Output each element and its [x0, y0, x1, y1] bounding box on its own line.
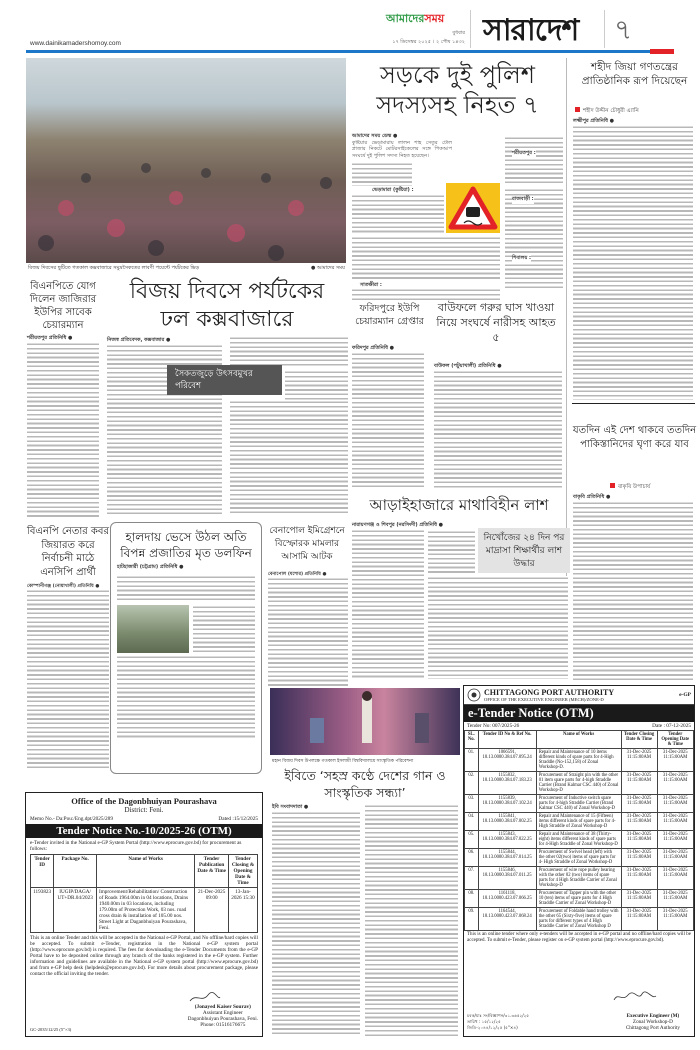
body-text-lines: [505, 136, 563, 186]
header-red-accent: [650, 49, 674, 54]
table-cell: 06.: [465, 849, 479, 867]
speaker-line: [575, 107, 639, 116]
signer-name: (Jonayed Kaiser Sourav): [194, 1004, 251, 1010]
tender-table: [464, 730, 694, 931]
table-cell: Procurement of Foldable hand trolley with the other 65 (Sixty-five) items of spare parts for different types of 4 High Straddle Carrier of Zonal Workshop D: [536, 908, 621, 931]
column-header: Tender ID No & Ref No.: [478, 731, 536, 749]
table-cell: 31-Dec-2025 11:15:00AM: [621, 749, 657, 772]
body-text-lines: [268, 577, 348, 687]
byline: ফরিদপুর প্রতিনিধি ●: [352, 345, 395, 351]
table-row: [465, 849, 694, 867]
table-cell: Procurement of wire rope pulley bearing with the other 02 (two) items of spare parts for 4 High Straddle Carrier of Zonal Workshop-D: [536, 867, 621, 890]
table-cell: 31-Dec-2025 11:15:00AM: [621, 795, 657, 813]
table-row: [465, 749, 694, 772]
araihazar-boxed-headline: নিখোঁজের ২৪ দিন পর মাদ্রাসা শিক্ষার্থীর লাশ উদ্ধার: [478, 528, 570, 573]
tender-title-bar: Tender Notice No.-10/2025-26 (OTM): [26, 824, 262, 838]
tender-no-row: [464, 722, 694, 730]
section-title: সারাদেশ: [483, 13, 579, 48]
tender-number: Tender No: 007/2025-26: [467, 723, 520, 729]
signer-title: Executive Engineer (M): [626, 1013, 680, 1019]
table-cell: Improvement/Rehabilitation/ Construction of Roads 1964.00m in 04 locations, Drains 1940.00m in 03 locations, including 179.00m of Protection Work, 03 nos. road cross drain & installation of 105.00 nos. Street Light at Daganbhuiyan Pourashava, Feni.: [96, 888, 194, 933]
pullquote-box: সৈকতজুড়ে উৎসবমুখর পরিবেশ: [167, 365, 282, 395]
tender-footer: This is an online Tender and this will be accepted in the National e-GP Portal, and No offline/hard copies will be accepted. To submit e-Tender, registration in the National e-GP system portal (http://www.eprocure.gov.bd) is required. The fees for downloading the e-Tender Documents from the e-GP Portal have to be deposited online through any branch of the banks registered in the e-GP system. Further information and guidelines are available in the National e-GP system portal (http://www.eprocure.gov.bd) and from e-GP help desk (helpdesk@eprocure.gov.bd). For more details about procurement package, please contact the official inviting the tender.: [30, 935, 258, 977]
body-text-lines: [352, 352, 424, 487]
headline-bauphal: বাউফলে গরুর ঘাস খাওয়া নিয়ে সংঘর্ষে নারীসহ আহত ৫: [436, 301, 556, 344]
logo-part-1: আমাদের: [386, 12, 425, 25]
column-header: Tender Opening Date & Time: [657, 731, 693, 749]
memo-number: Memo No.- Da:Pou:/Eng.dpt/2025/289: [30, 816, 113, 822]
headline-line: সদস্যসহ নিহত ৭: [376, 91, 539, 119]
table-cell: 02.: [465, 772, 479, 795]
table-cell: Procurement of Straight pin with the other 01 item spare parts for 4-high Straddle Carrier (Brand Kalmar CSC 440) of Zonal Workshop-D: [536, 772, 621, 795]
body-text-lines: [27, 342, 99, 517]
tender-date: Date : 07-12-2025: [652, 723, 691, 729]
headline-bnp-join: বিএনপিতে যোগ দিলেন জাজিরার ইউপির সাবেক চেয়ারম্যান: [29, 281, 97, 331]
tender-notice-ctg-port: [463, 685, 695, 1037]
signer-org: Chittagong Port Authority: [625, 1025, 680, 1031]
body-text-lines: [117, 655, 255, 739]
headline-police: [350, 60, 565, 120]
table-cell: 31-Dec-2025 11:15:00AM: [621, 890, 657, 908]
body-text-lines: [230, 400, 348, 515]
logo-part-2: সময়: [424, 12, 445, 25]
table-cell: 31-Dec-2025 11:15:00AM: [621, 867, 657, 890]
body-text-lines: [428, 530, 475, 574]
column-header: Tender Publication Date & Time: [195, 855, 229, 888]
tender-notice-feni: [25, 792, 263, 1037]
subhead: রাজবাড়ী :: [512, 196, 534, 202]
table-cell: 1164544, 18.13.0000.423.07.068.24: [478, 908, 536, 931]
byline: বাকৃবি প্রতিনিধি ●: [573, 494, 611, 500]
tender-title-bar: e-Tender Notice (OTM): [464, 705, 694, 722]
signer-title: Assistant Engineer: [202, 1010, 243, 1016]
page-number: ৭: [614, 13, 633, 46]
signer-phone: Phone: 01516176675: [200, 1022, 246, 1028]
body-text-lines: [573, 125, 693, 400]
byline: হাটহাজারী (চট্টগ্রাম) প্রতিনিধি ●: [117, 564, 184, 570]
story-intro: কুষ্টিয়ার ভেড়ামারায় লালন শাহ সেতুর টোল প্লাজার নিকটে মোটরসাইকেলের সঙ্গে পিকআপ সংঘর্ষে দুই পুলিশ সদস্য নিহত হয়েছেন।: [352, 140, 452, 159]
headline-dolphin: হালদায় ভেসে উঠল অতি বিপন্ন প্রজাতির মৃত ডলফিন: [120, 530, 252, 560]
table-cell: Procurement of Tapper pin with the other 10 (ten) items of spare parts for 4 High Straddle Carrier of Zonal Workshop-D: [536, 890, 621, 908]
column-header: SL. No.: [465, 731, 479, 749]
table-cell: 1155832, 18.13.0000.384.07.183.23: [478, 772, 536, 795]
memo-number: চবক/যাঃ সং/বিজ্ঞাপন/৩১.৩৬৫২/২৫: [467, 1013, 530, 1018]
website-url[interactable]: www.dainikamadershomoy.com: [30, 40, 121, 47]
table-cell: 1155841, 18.13.0000.384.07.002.25: [478, 813, 536, 831]
speaker-line: [610, 483, 650, 492]
table-cell: 31-Dec-2025 11:15:00AM: [657, 831, 693, 849]
gc-code: জিডি-২০৪৪/১২/২৫ (৫"×৪): [467, 1025, 518, 1030]
headline-coxsbazar: [104, 278, 350, 334]
table-cell: 13-Jan-2026 15:30: [228, 888, 257, 933]
body-text-lines: [365, 804, 458, 1036]
table-cell: 31-Dec-2025 11:15:00AM: [621, 908, 657, 931]
byline: আমাদের সময় ডেস্ক ●: [352, 133, 398, 139]
signer-office: Dagonbhuiyan Pourashava, Feni.: [187, 1016, 258, 1022]
port-authority-emblem-icon: [467, 688, 481, 702]
subhead: সাতক্ষীরা :: [360, 282, 382, 288]
signer-block: [626, 1013, 680, 1031]
table-cell: 31-Dec-2025 11:15:00AM: [657, 890, 693, 908]
office-name: Office of the Dagonbhuiyan Pourashava: [71, 796, 217, 806]
body-text-lines: [352, 529, 424, 679]
body-text-lines: [27, 589, 109, 769]
table-row: [465, 908, 694, 931]
lead-photo-caption: বিজয় দিবসের ছুটিতে গতকাল কক্সবাজারে সমুদ্রসৈকতের লাবণী পয়েন্টে পর্যটকের ভিড়: [28, 265, 200, 271]
memo-row: [30, 816, 258, 822]
column-header: Name of Works: [536, 731, 621, 749]
subhead: শিবালয় :: [512, 255, 532, 261]
issue-day: বুধবার: [452, 30, 465, 36]
crowd-beach-image: [26, 58, 346, 263]
column-header: Package No.: [54, 855, 97, 888]
byline: কোম্পানীগঞ্জ (নোয়াখালী) প্রতিনিধি ●: [27, 584, 100, 589]
body-text-lines: [285, 370, 348, 400]
office-name: OFFICE OF THE EXECUTIVE ENGINEER (MECH)/ZONE-D: [484, 697, 604, 702]
speaker-name: শহীদ উদ্দীন চৌধুরী এ্যানি: [583, 108, 639, 114]
body-text-lines: [272, 811, 360, 1036]
header-rule: [26, 50, 650, 53]
tender-table: [30, 854, 258, 933]
authority-header: [464, 686, 694, 705]
table-cell: 01.: [465, 749, 479, 772]
table-cell: 31-Dec-2025 11:15:00AM: [657, 908, 693, 931]
table-cell: 31-Dec-2025 11:15:00AM: [657, 795, 693, 813]
body-text-lines: [117, 575, 255, 603]
table-cell: Repair and Maintenance of 38 (Thirty-eight) items different kinds of spare parts for 4-High Straddle of Zonal Workshop-D: [536, 831, 621, 849]
story-dolphin: [110, 522, 262, 774]
tender-footer: This is an online tender where only e-tenders will be accepted in e-GP portal and no offline/hard copies will be accepted. To submit e-Tender, please register on e-GP system portal (http://www.eprocure.gov.bd).: [467, 932, 691, 943]
table-row: [465, 867, 694, 890]
table-cell: 31-Dec-2025 11:15:00AM: [657, 849, 693, 867]
table-cell: 31-Dec-2025 11:15:00AM: [657, 772, 693, 795]
headline-benapole: বেনাপোল ইমিগ্রেশনে বিস্ফোরক মামলার আসামি আটক: [269, 526, 345, 562]
divider: [604, 10, 605, 48]
byline: লক্ষ্মীপুর প্রতিনিধি ●: [573, 118, 615, 124]
table-cell: IUGIP/DAGA/ UT+DR.04/2023: [54, 888, 97, 933]
table-cell: Repair and Maintenance of 15 (Fifteen) items different kinds of spare parts for 4- High Straddle of Zonal Workshop-D: [536, 813, 621, 831]
memo-date: তারিখ : ১৫/১২/২৫: [467, 1019, 501, 1024]
table-row: [465, 795, 694, 813]
column-header: Tender ID: [31, 855, 54, 888]
table-cell: 1066591, 18.13.0000.384.07.095.24: [478, 749, 536, 772]
section-rule: [572, 403, 695, 404]
gc-code: GC-2035/12/25 (5"×3): [30, 1027, 72, 1032]
egp-badge: e-GP: [679, 692, 691, 698]
byline: ইবি সংবাদদাতা ●: [272, 804, 309, 810]
red-square-bullet-icon: [575, 107, 580, 112]
column-header: Tender Closing & Opening Date & Time: [228, 855, 257, 888]
table-cell: 31-Dec-2025 11:15:00AM: [657, 749, 693, 772]
headline-faridpur: ফরিদপুরে ইউপি চেয়ারম্যান গ্রেপ্তার: [355, 303, 424, 327]
lead-photo: [26, 58, 346, 263]
headline-ibt: ইবিতে ‘সহস্র কণ্ঠে দেশের গান ও সাংস্কৃতিক সন্ধ্যা’: [284, 768, 446, 800]
headline-line: সড়কে দুই পুলিশ: [379, 61, 535, 89]
issue-date: ১৭ ডিসেম্বর ২০২৫ । ২ পৌষ ১৪৩২: [392, 39, 465, 45]
red-square-bullet-icon: [610, 483, 615, 488]
table-cell: 07.: [465, 867, 479, 890]
tender-intro: e-Tender invited in the National e-GP System Portal (http://www.eprocure.gov.bd) for procurement as follows:: [30, 840, 242, 852]
signer-office: Zonal Workshop-D: [632, 1019, 673, 1025]
table-cell: 09.: [465, 908, 479, 931]
memo-date: Dated :15/12/2025: [218, 816, 258, 822]
table-cell: 1193823: [31, 888, 54, 933]
body-text-lines: [230, 336, 348, 368]
byline: নারায়ণগঞ্জ ও শিবপুর (নরসিংদী) প্রতিনিধি ●: [352, 522, 444, 528]
table-cell: 31-Dec-2025 11:15:00AM: [621, 849, 657, 867]
dolphin-photo: [117, 605, 189, 653]
table-cell: Procurement of Swivel head (left) with the other 02(two) items of spare parts for 4- High Straddle of Zonal Workshop-D: [536, 849, 621, 867]
headline-line: বিজয় দিবসে পর্যটকের: [129, 279, 325, 304]
table-cell: 05.: [465, 831, 479, 849]
table-row: [465, 813, 694, 831]
headline-line: ঢল কক্সবাজারে: [160, 307, 294, 332]
memo-block: [467, 1013, 529, 1031]
ibt-photo-caption: মহান বিজয় দিবস উপলক্ষে গতকাল ইসলামী বিশ্ববিদ্যালয়ে সাংস্কৃতিক পরিবেশনা: [272, 759, 414, 764]
table-cell: 03.: [465, 795, 479, 813]
table-cell: 04.: [465, 813, 479, 831]
dolphin-photo-row: [117, 605, 255, 653]
table-cell: 1155839, 18.13.0000.384.07.102.24: [478, 795, 536, 813]
headline-zia: শহীদ জিয়া গণতন্ত্রের প্রাতিষ্ঠানিক রূপ দিয়েছেন: [581, 61, 688, 87]
headline-araihazar: আড়াইহাজারে মাথাবিহীন লাশ: [369, 496, 549, 514]
signature: [612, 989, 658, 1008]
table-cell: 31-Dec-2025 11:15:00AM: [621, 772, 657, 795]
table-row: [465, 890, 694, 908]
table-cell: 21-Dec-2025 09:00: [195, 888, 229, 933]
authority-name: CHITTAGONG PORT AUTHORITY: [484, 688, 615, 697]
warning-sign-icon: [446, 183, 500, 233]
subhead: ভেড়ামারা (কুষ্টিয়া) :: [372, 187, 414, 193]
column-header: Tender Closing Date & Time: [621, 731, 657, 749]
district: District: Feni.: [124, 806, 164, 814]
table-cell: 1161118, 18.13.0000.423.07.066.25: [478, 890, 536, 908]
table-cell: Repair and Maintenance of 10 items different kinds of spare parts for 4-High Straddle (No-152,158) of Zonal Workshop-D.: [536, 749, 621, 772]
table-cell: 31-Dec-2025 11:15:00AM: [621, 831, 657, 849]
body-text-lines: [352, 194, 444, 234]
signature-scribble-icon: [188, 991, 222, 1005]
table-row: [465, 831, 694, 849]
headline-ncp: বিএনপি নেতার কবর জিয়ারত করে নির্বাচনী মাঠে এনসিপি প্রার্থী: [26, 526, 109, 578]
byline: শরীয়তপুর প্রতিনিধি ●: [27, 335, 73, 341]
byline: নিজস্ব প্রতিবেদক, কক্সবাজার ●: [107, 337, 171, 343]
column-header: Name of Works: [96, 855, 194, 888]
subhead: শরীয়তপুর :: [512, 150, 536, 156]
table-row: [31, 888, 258, 933]
table-cell: Procurement of Inductive switch spare parts for 4-high Straddle Carrier (Brand Kalmar CSC 440) of Zonal Workshop-D: [536, 795, 621, 813]
signature-scribble-icon: [612, 990, 658, 1004]
lead-photo-credit: ● আমাদের সময়: [310, 265, 345, 271]
slippery-road-sign: [446, 183, 500, 233]
stage-performance-image: [270, 688, 460, 755]
body-text-lines: [428, 576, 568, 679]
table-row: [465, 772, 694, 795]
speaker-name: বাকৃবি উপাচার্য: [618, 484, 651, 490]
table-cell: 1155846, 18.13.0000.384.07.011.25: [478, 867, 536, 890]
body-text-lines: [573, 501, 693, 681]
signer-block: [188, 1004, 258, 1028]
byline: বাউফল (পটুয়াখালী) প্রতিনিধি ●: [434, 363, 502, 369]
table-cell: 08.: [465, 890, 479, 908]
table-cell: 31-Dec-2025 11:15:00AM: [657, 813, 693, 831]
body-text-lines: [352, 162, 412, 186]
body-text-lines: [434, 370, 562, 488]
body-text-lines: [352, 236, 500, 280]
divider: [470, 10, 471, 48]
body-text-lines: [193, 605, 255, 653]
table-cell: 1155843, 18.13.0000.384.07.022.25: [478, 831, 536, 849]
table-cell: 1155844, 18.13.0000.384.07.014.25: [478, 849, 536, 867]
headline-vc: যতদিন এই দেশ থাকবে ততদিন পাকিস্তানিদের ঘৃণা করে যাব: [572, 425, 697, 450]
table-cell: 31-Dec-2025 11:15:00AM: [657, 867, 693, 890]
ibt-photo: [270, 688, 460, 755]
byline: বেনাপোল (যশোর) প্রতিনিধি ●: [268, 572, 327, 577]
table-cell: 31-Dec-2025 11:15:00AM: [621, 813, 657, 831]
newspaper-logo: [386, 10, 444, 29]
